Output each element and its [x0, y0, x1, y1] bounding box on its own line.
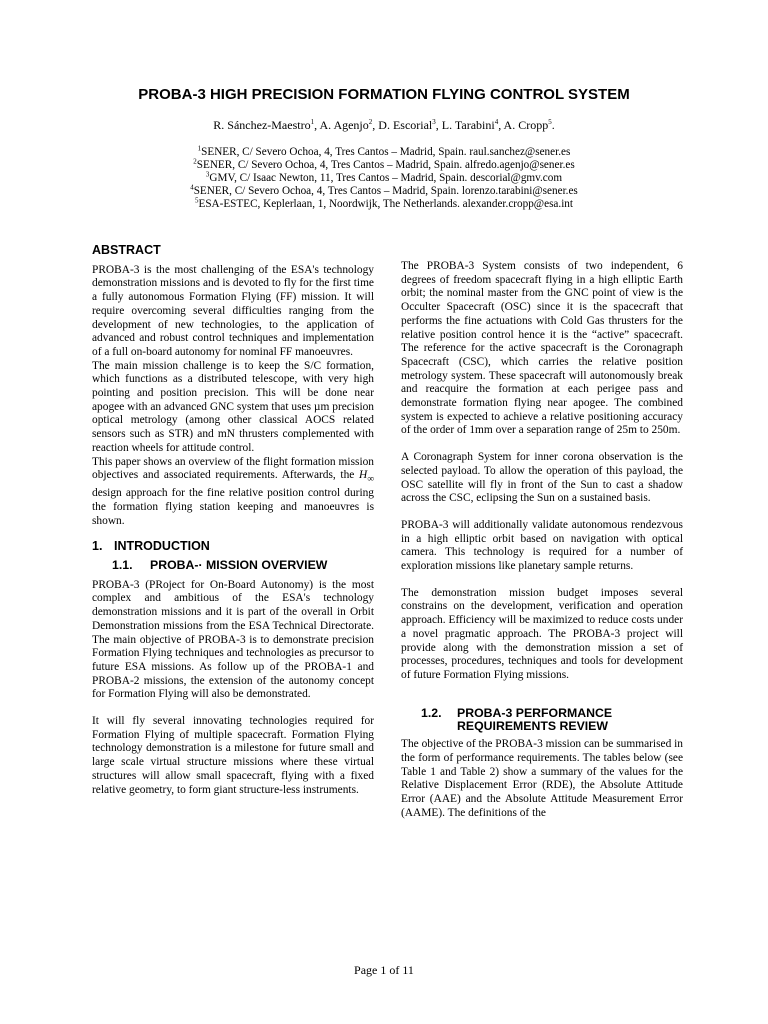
author-list [0, 118, 768, 133]
intro-paragraph-2: It will fly several innovating technologies required for Formation Flying of multiple spacecraft. Formation Flying technology demonstration is a milestone for future small and large scale virtual structure missions where these virtual structures will allow small spacecraft, flying with a fixed relative geometry, to form giant structure-less instruments. [92, 715, 374, 796]
author: R. Sánchez-Maestro$^1$, [213, 118, 320, 132]
abstract-heading: ABSTRACT [92, 243, 161, 257]
body-paragraph-requirements: The objective of the PROBA-3 mission can be summarised in the form of performance requirements. The tables below (see Table 1 and Table 2) show a summary of the values for the Relative Displacement Error (RDE), the Absolute Attitude Error (AAE) and the Absolute Attitude Measurement Error (AAME). The definitions of the [401, 738, 683, 819]
subsection-heading-performance: 1.2. PROBA-3 PERFORMANCE REQUIREMENTS REVIEW [421, 705, 613, 734]
right-column [401, 260, 683, 820]
abstract-paragraph-1: PROBA-3 is the most challenging of the ESA's technology demonstration missions and is devoted to fly for the first time a fully autonomous Formation Flying (FF) mission. It will require overcoming several difficulties ranging from the development of new technologies, to the application of advanced and robust control techniques and implementation of a full on-board autonomy for nominal FF manoeuvres. [92, 263, 374, 358]
left-column [92, 244, 374, 797]
author: A. Agenjo$^2$, [319, 118, 379, 132]
page-number: Page 1 of 11 [354, 963, 414, 977]
author: A. Cropp$^5$. [503, 118, 555, 132]
paper-title: PROBA-3 HIGH PRECISION FORMATION FLYING CONTROL SYSTEM [138, 86, 630, 103]
intro-paragraph-1: PROBA-3 (PRoject for On-Board Autonomy) is the most complex and ambitious of the ESA's technology demonstration missions and it is part of the overall in Orbit Demonstration missions from the ESA Technical Directorate. The main objective of PROBA-3 is to demonstrate precision Formation Flying techniques and technologies as precursor to future ESA missions. As follow up of the PROBA-1 and PROBA-2 missions, the extension of the autonomy concept for Formation Flying will also be demonstrated. [92, 578, 374, 701]
affiliation: $^3$GMV, C/ Isaac Newton, 11, Tres Cantos – Madrid, Spain. descorial@gmv.com [205, 170, 563, 184]
body-paragraph-budget: The demonstration mission budget imposes several constrains on the development, verification and operation approach. Efficiency will be maximized to reduce costs under a novel pragmatic approach. The PROBA-3 project will provide along with the demonstration mission a set of processes, procedures, techniques and tools for development of future Formation Flying missions. [401, 586, 683, 681]
section-heading-introduction: 1. INTRODUCTION [92, 539, 210, 554]
body-paragraph-payload: A Coronagraph System for inner corona observation is the selected payload. To allow the operation of this payload, the OSC satellite will fly in front of the Sun to cast a shadow across the CSC, eclipsing the Sun on a sustained basis. [401, 451, 683, 505]
abstract-paragraph-3: This paper shows an overview of the flight formation mission objectives and associated requirements. Afterwards, the $H_\infty$ design approach for the fine relative position control during the formation flying station keeping and manoeuvres is shown. [92, 455, 374, 527]
body-paragraph-rendezvous: PROBA-3 will additionally validate autonomous rendezvous in a high elliptic orbit based on navigation with optical camera. This technology is required for a number of exploration missions like planetary sample returns. [401, 518, 683, 573]
body-paragraph-system: The PROBA-3 System consists of two independent, 6 degrees of freedom spacecraft flying in a high elliptic Earth orbit; the nominal master from the GNC point of view is the Occulter Spacecraft (OSC) since it is the spacecraft that performs the fine actuations with Cold Gas thrusters for the relative position control hence it is the “active” spacecraft. The reference for the active spacecraft is the Coronagraph Spacecraft (CSC), which carries the relative position metrology system. These spacecraft will autonomously break and reacquire the formation at each perigee pass and demonstrate formation flying near apogee. The combined system is expected to achieve a relative positioning accuracy of the order of 1mm over a separation range of 25m to 250m. [401, 260, 683, 437]
author: L. Tarabini$^4$, [441, 118, 504, 132]
affiliation: $^4$SENER, C/ Severo Ochoa, 4, Tres Cantos – Madrid, Spain. lorenzo.tarabini@sener.es [190, 183, 578, 197]
affiliation: $^1$SENER, C/ Severo Ochoa, 4, Tres Cantos – Madrid, Spain. raul.sanchez@sener.es [197, 144, 571, 158]
affiliation: $^5$ESA-ESTEC, Keplerlaan, 1, Noordwijk, The Netherlands. alexander.cropp@esa.int [194, 196, 574, 210]
affiliation-list [0, 146, 768, 211]
affiliation: $^2$SENER, C/ Severo Ochoa, 4, Tres Cantos – Madrid, Spain. alfredo.agenjo@sener.es [193, 157, 575, 171]
abstract-paragraph-2: The main mission challenge is to keep the S/C formation, which functions as a distributed telescope, with very high pointing and position precision. This will be done near apogee with an advanced GNC system that uses µm precision optical metrology (among other classical AOCS related sensors such as STR) and mN thrusters complemented with reaction wheels for attitude control. [92, 359, 374, 454]
author: D. Escorial$^3$, [378, 118, 442, 132]
subsection-heading-mission-overview: 1.1. PROBA-· MISSION OVERVIEW [112, 558, 328, 573]
